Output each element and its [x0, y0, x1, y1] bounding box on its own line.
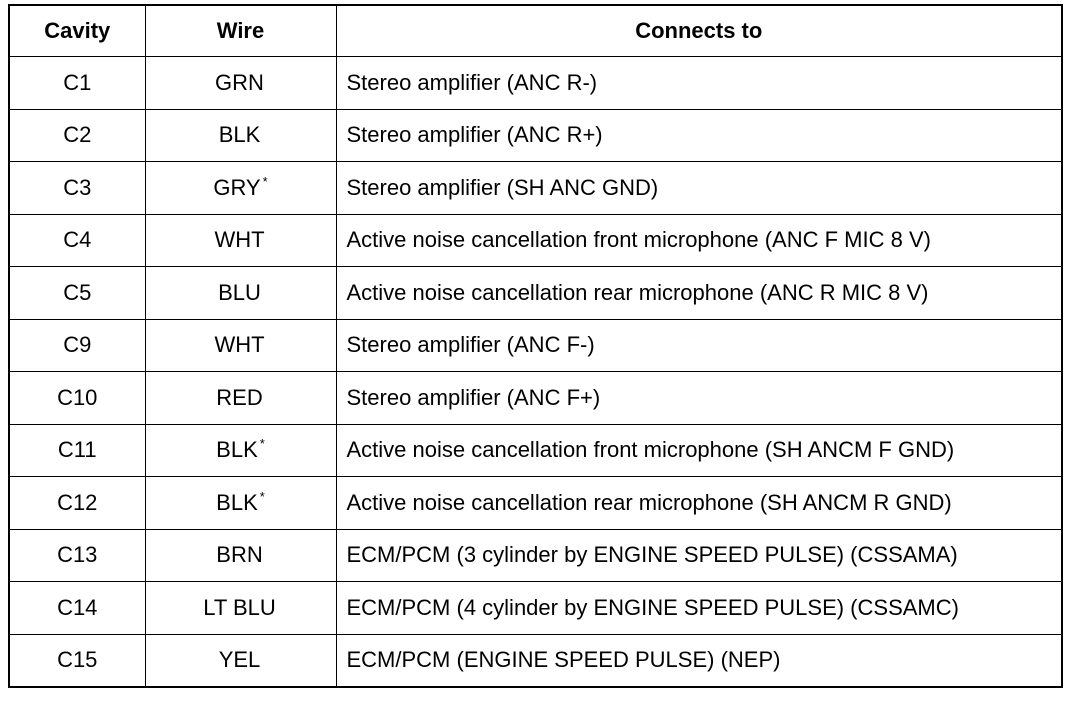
wire-cell	[145, 424, 336, 477]
table-row	[9, 57, 1062, 110]
table-row	[9, 372, 1062, 425]
wire-color: RED	[216, 384, 263, 410]
wire-color: WHT	[214, 227, 265, 253]
footnote-mark: *	[262, 173, 268, 189]
cavity-cell: C13	[9, 529, 145, 582]
wire-color: BLU	[218, 279, 261, 305]
cavity-cell: C14	[9, 582, 145, 635]
wire-color: BLK	[216, 489, 258, 515]
connects-to-cell: Active noise cancellation front microphone (SH ANCM F GND)	[336, 424, 1062, 477]
connects-to-cell: ECM/PCM (4 cylinder by ENGINE SPEED PULSE) (CSSAMC)	[336, 582, 1062, 635]
cavity-cell: C5	[9, 267, 145, 320]
cavity-cell: C1	[9, 57, 145, 110]
cavity-cell: C10	[9, 372, 145, 425]
wire-color: GRY	[213, 174, 261, 200]
table-row	[9, 319, 1062, 372]
cavity-cell: C11	[9, 424, 145, 477]
wire-cell	[145, 162, 336, 215]
header-wire: Wire	[145, 5, 336, 57]
connects-to-cell: Active noise cancellation rear microphone (SH ANCM R GND)	[336, 477, 1062, 530]
connects-to-cell: Stereo amplifier (ANC F+)	[336, 372, 1062, 425]
wire-color: LT BLU	[203, 594, 276, 620]
table-row	[9, 477, 1062, 530]
table-row	[9, 582, 1062, 635]
wire-color: BLK	[216, 437, 258, 463]
table-row	[9, 109, 1062, 162]
cavity-cell: C12	[9, 477, 145, 530]
cavity-cell: C15	[9, 634, 145, 687]
connects-to-cell: ECM/PCM (ENGINE SPEED PULSE) (NEP)	[336, 634, 1062, 687]
table-body	[9, 57, 1062, 688]
footnote-mark: *	[259, 436, 265, 452]
header-connects-to: Connects to	[336, 5, 1062, 57]
connects-to-cell: Active noise cancellation rear microphone (ANC R MIC 8 V)	[336, 267, 1062, 320]
table-row	[9, 424, 1062, 477]
wire-cell	[145, 372, 336, 425]
footnote-mark: *	[259, 488, 265, 504]
wire-color: BRN	[216, 542, 263, 568]
wire-cell	[145, 57, 336, 110]
wire-cell	[145, 267, 336, 320]
wire-cell	[145, 634, 336, 687]
table-header	[9, 5, 1062, 57]
wire-cell	[145, 477, 336, 530]
connects-to-cell: Stereo amplifier (SH ANC GND)	[336, 162, 1062, 215]
connects-to-cell: Stereo amplifier (ANC R-)	[336, 57, 1062, 110]
table-row	[9, 214, 1062, 267]
connects-to-cell: Stereo amplifier (ANC R+)	[336, 109, 1062, 162]
wire-cell	[145, 582, 336, 635]
table-row	[9, 634, 1062, 687]
cavity-cell: C2	[9, 109, 145, 162]
wire-cell	[145, 529, 336, 582]
table-row	[9, 267, 1062, 320]
wire-cell	[145, 214, 336, 267]
cavity-cell: C4	[9, 214, 145, 267]
connects-to-cell: Stereo amplifier (ANC F-)	[336, 319, 1062, 372]
connects-to-cell: Active noise cancellation front microphone (ANC F MIC 8 V)	[336, 214, 1062, 267]
cavity-cell: C9	[9, 319, 145, 372]
table-row	[9, 162, 1062, 215]
wire-color: BLK	[218, 122, 261, 148]
header-cavity: Cavity	[9, 5, 145, 57]
table-row	[9, 529, 1062, 582]
connector-pinout-table	[8, 4, 1063, 688]
header-row	[9, 5, 1062, 57]
wire-color: GRN	[215, 69, 264, 95]
wire-cell	[145, 319, 336, 372]
cavity-cell: C3	[9, 162, 145, 215]
wire-color: WHT	[214, 332, 265, 358]
wire-cell	[145, 109, 336, 162]
wire-color: YEL	[218, 647, 261, 673]
connects-to-cell: ECM/PCM (3 cylinder by ENGINE SPEED PULSE) (CSSAMA)	[336, 529, 1062, 582]
